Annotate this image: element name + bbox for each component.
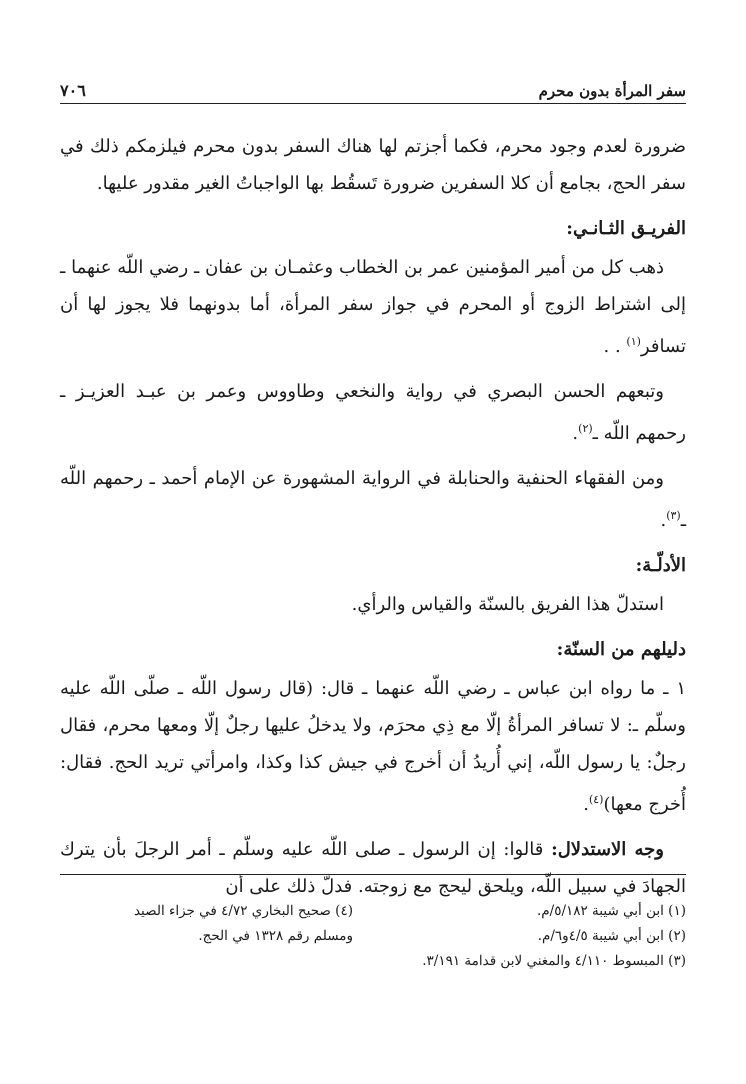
footnotes	[60, 874, 686, 974]
main-text	[60, 128, 686, 913]
footnotes-right-column	[393, 899, 686, 974]
footnote-ref-3[interactable]: (٣)	[666, 509, 681, 522]
page-number: ٧٠٦	[60, 81, 86, 100]
footnote-ref-4[interactable]: (٤)	[588, 793, 604, 806]
heading-inference: وجه الاستدلال:	[551, 839, 664, 860]
footnote-4-line-2: ومسلم رقم ١٣٢٨ في الحج.	[198, 928, 353, 944]
paragraph-7-text: قالوا: إن الرسول ـ صلى اللّه عليه وسلّم ـ أمر الرجلَ بأن يترك الجهادَ في سبيل اللّه، ويلحق ليحج مع زوجته. فدلّ ذلك على أن	[60, 839, 686, 897]
heading-evidence: الأدلّـة:	[635, 555, 686, 576]
footnotes-left-column	[60, 899, 353, 974]
paragraph-6-text: ١ ـ ما رواه ابن عباس ـ رضي اللّه عنهما ـ قال: (قال رسول اللّه ـ صلّى اللّه عليه وسلّم ـ: لا تسافر المرأةُ إلّا مع ذِي محرَم، ولا يدخلُ عليها رجلٌ إلّا ومعها محرم، فقال رجلٌ: يا رسول اللّه، إني أُريدُ أن أخرج في جيش كذا وكذا، وامرأتي تريد الحج. فقال: أُخرج معها)	[60, 678, 686, 815]
paragraph-3	[60, 373, 686, 452]
footnote-ref-1[interactable]: (١)	[626, 335, 641, 348]
paragraph-3-text: وتبعهم الحسن البصري في رواية والنخعي وطاووس وعمر بن عبـد العزيـز ـ رحمهم اللّه ـ	[60, 381, 686, 444]
footnote-1: (١) ابن أبي شيبة ٥/١٨٢/م.	[537, 903, 686, 919]
heading-second-group: الفريـق الثـانـي:	[566, 218, 686, 239]
header-title: سفر المرأة بدون محرم	[538, 82, 686, 100]
paragraph-6-end: .	[583, 794, 589, 815]
paragraph-6	[60, 670, 686, 823]
paragraph-2-end: . .	[603, 336, 627, 357]
footnote-2: (٢) ابن أبي شيبة ٤/٥و٦/م.	[537, 928, 686, 944]
running-header	[60, 70, 686, 104]
paragraph-4	[60, 460, 686, 539]
heading-sunnah: دليلهم من السنّة:	[556, 639, 686, 660]
paragraph-4-text: ومن الفقهاء الحنفية والحنابلة في الرواية المشهورة عن الإمام أحمد ـ رحمهم اللّه ـ	[60, 468, 686, 531]
paragraph-5: استدلّ هذا الفريق بالسنّة والقياس والرأي.	[351, 594, 664, 615]
paragraph-2	[60, 249, 686, 365]
footnote-ref-2[interactable]: (٢)	[578, 422, 593, 435]
footnote-3: (٣) المبسوط ٤/١١٠ والمغني لابن قدامة ٣/١٩١.	[422, 953, 686, 969]
paragraph-2-text: ذهب كل من أمير المؤمنين عمر بن الخطاب وعثمـان بن عفان ـ رضي اللّه عنهما ـ إلى اشتراط الزوج أو المحرم في جواز سفر المرأة، أما بدونهما فلا يجوز لها أن تسافر	[60, 257, 686, 357]
footnote-4-line-1: (٤) صحيح البخاري ٤/٧٢ في جزاء الصيد	[133, 903, 353, 919]
paragraph-1: ضرورة لعدم وجود محرم، فكما أجزتم لها هناك السفر بدون محرم فيلزمكم ذلك في سفر الحج، بجامع أن كلا السفرين ضرورة تَسقُط بها الواجباتُ الغير مقدور عليها.	[60, 136, 687, 194]
paragraph-4-end: .	[660, 510, 667, 531]
paragraph-3-end: .	[572, 423, 579, 444]
book-page	[60, 0, 686, 1084]
